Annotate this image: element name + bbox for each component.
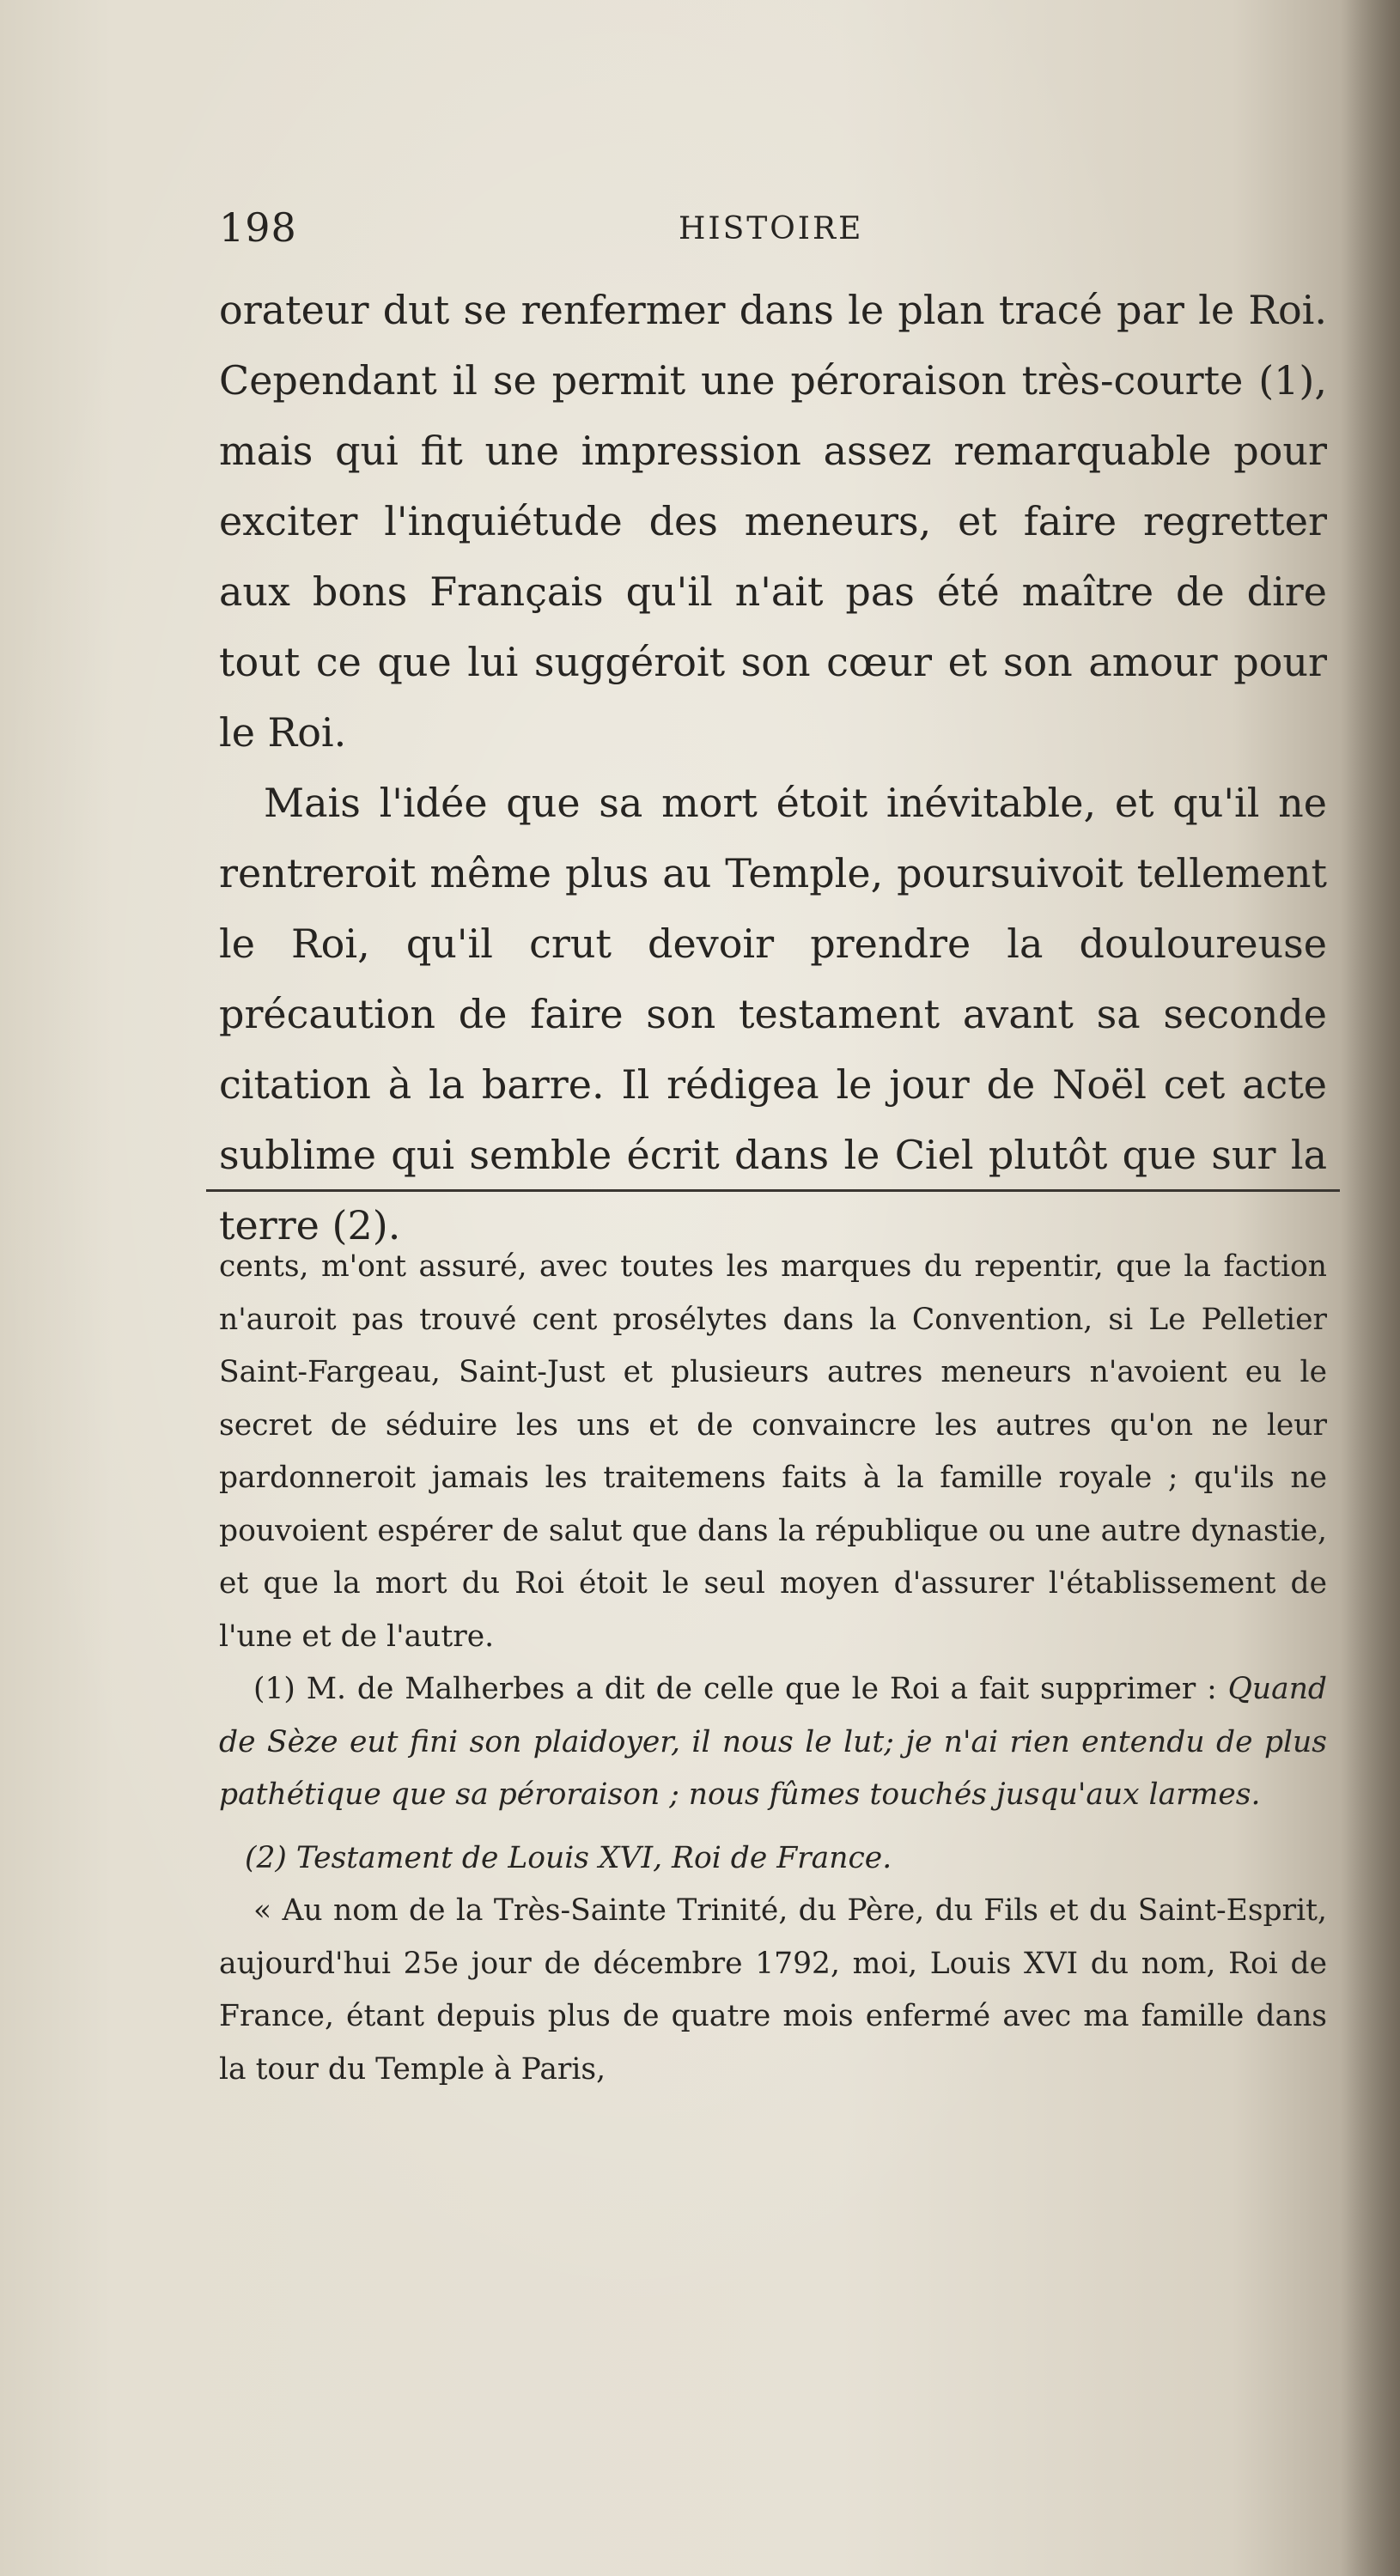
page-gutter-shadow	[1340, 0, 1400, 2576]
running-title: HISTOIRE	[679, 211, 864, 246]
footnote-1-intro: (1) M. de Malherbes a dit de celle que le Roi a fait supprimer :	[253, 1672, 1217, 1706]
main-paragraph-continued: orateur dut se renfermer dans le plan tracé par le Roi. Cependant il se permit une péroraison très-courte (1), mais qui fit une impression assez remarquable pour exciter l'inquiétude des meneurs, et faire regretter aux bons Français qu'il n'ait pas été maître de dire tout ce que lui suggéroit son cœur et son amour pour le Roi.	[219, 287, 1327, 756]
main-paragraph-testament: Mais l'idée que sa mort étoit inévitable, et qu'il ne rentreroit même plus au Temple, poursuivoit tellement le Roi, qu'il crut devoir prendre la douloureuse précaution de faire son testament avant sa seconde citation à la barre. Il rédigea le jour de Noël cet acte sublime qui semble écrit dans le Ciel plutôt que sur la terre (2).	[219, 780, 1327, 1249]
main-text	[219, 275, 1327, 1261]
footnotes	[219, 1241, 1327, 2096]
footnote-continuation: cents, m'ont assuré, avec toutes les marques du repentir, que la faction n'auroit pas trouvé cent prosélytes dans la Convention, si Le Pelletier Saint-Fargeau, Saint-Just et plusieurs autres meneurs n'avoient eu le secret de séduire les uns et de convaincre les autres qu'on ne leur pardonneroit jamais les traitemens faits à la famille royale ; qu'ils ne pouvoient espérer de salut que dans la république ou une autre dynastie, et que la mort du Roi étoit le seul moyen d'assurer l'établissement de l'une et de l'autre.	[219, 1249, 1327, 1654]
footnote-separator-rule	[206, 1189, 1340, 1192]
running-head	[219, 204, 1327, 256]
footnote-2-text: « Au nom de la Très-Sainte Trinité, du Père, du Fils et du Saint-Esprit, aujourd'hui 25e jour de décembre 1792, moi, Louis XVI du nom, Roi de France, étant depuis plus de quatre mois enfermé avec ma famille dans la tour du Temple à Paris,	[219, 1893, 1327, 2087]
footnote-1	[219, 1663, 1327, 1822]
footnote-1-quote: Quand de Sèze eut fini son plaidoyer, il nous le lut; je n'ai rien entendu de plus pathétique que sa péroraison ; nous fûmes touchés jusqu'aux larmes.	[219, 1672, 1328, 1812]
page-number: 198	[219, 204, 297, 251]
footnote-2-heading: (2) Testament de Louis XVI, Roi de France.	[245, 1840, 892, 1875]
